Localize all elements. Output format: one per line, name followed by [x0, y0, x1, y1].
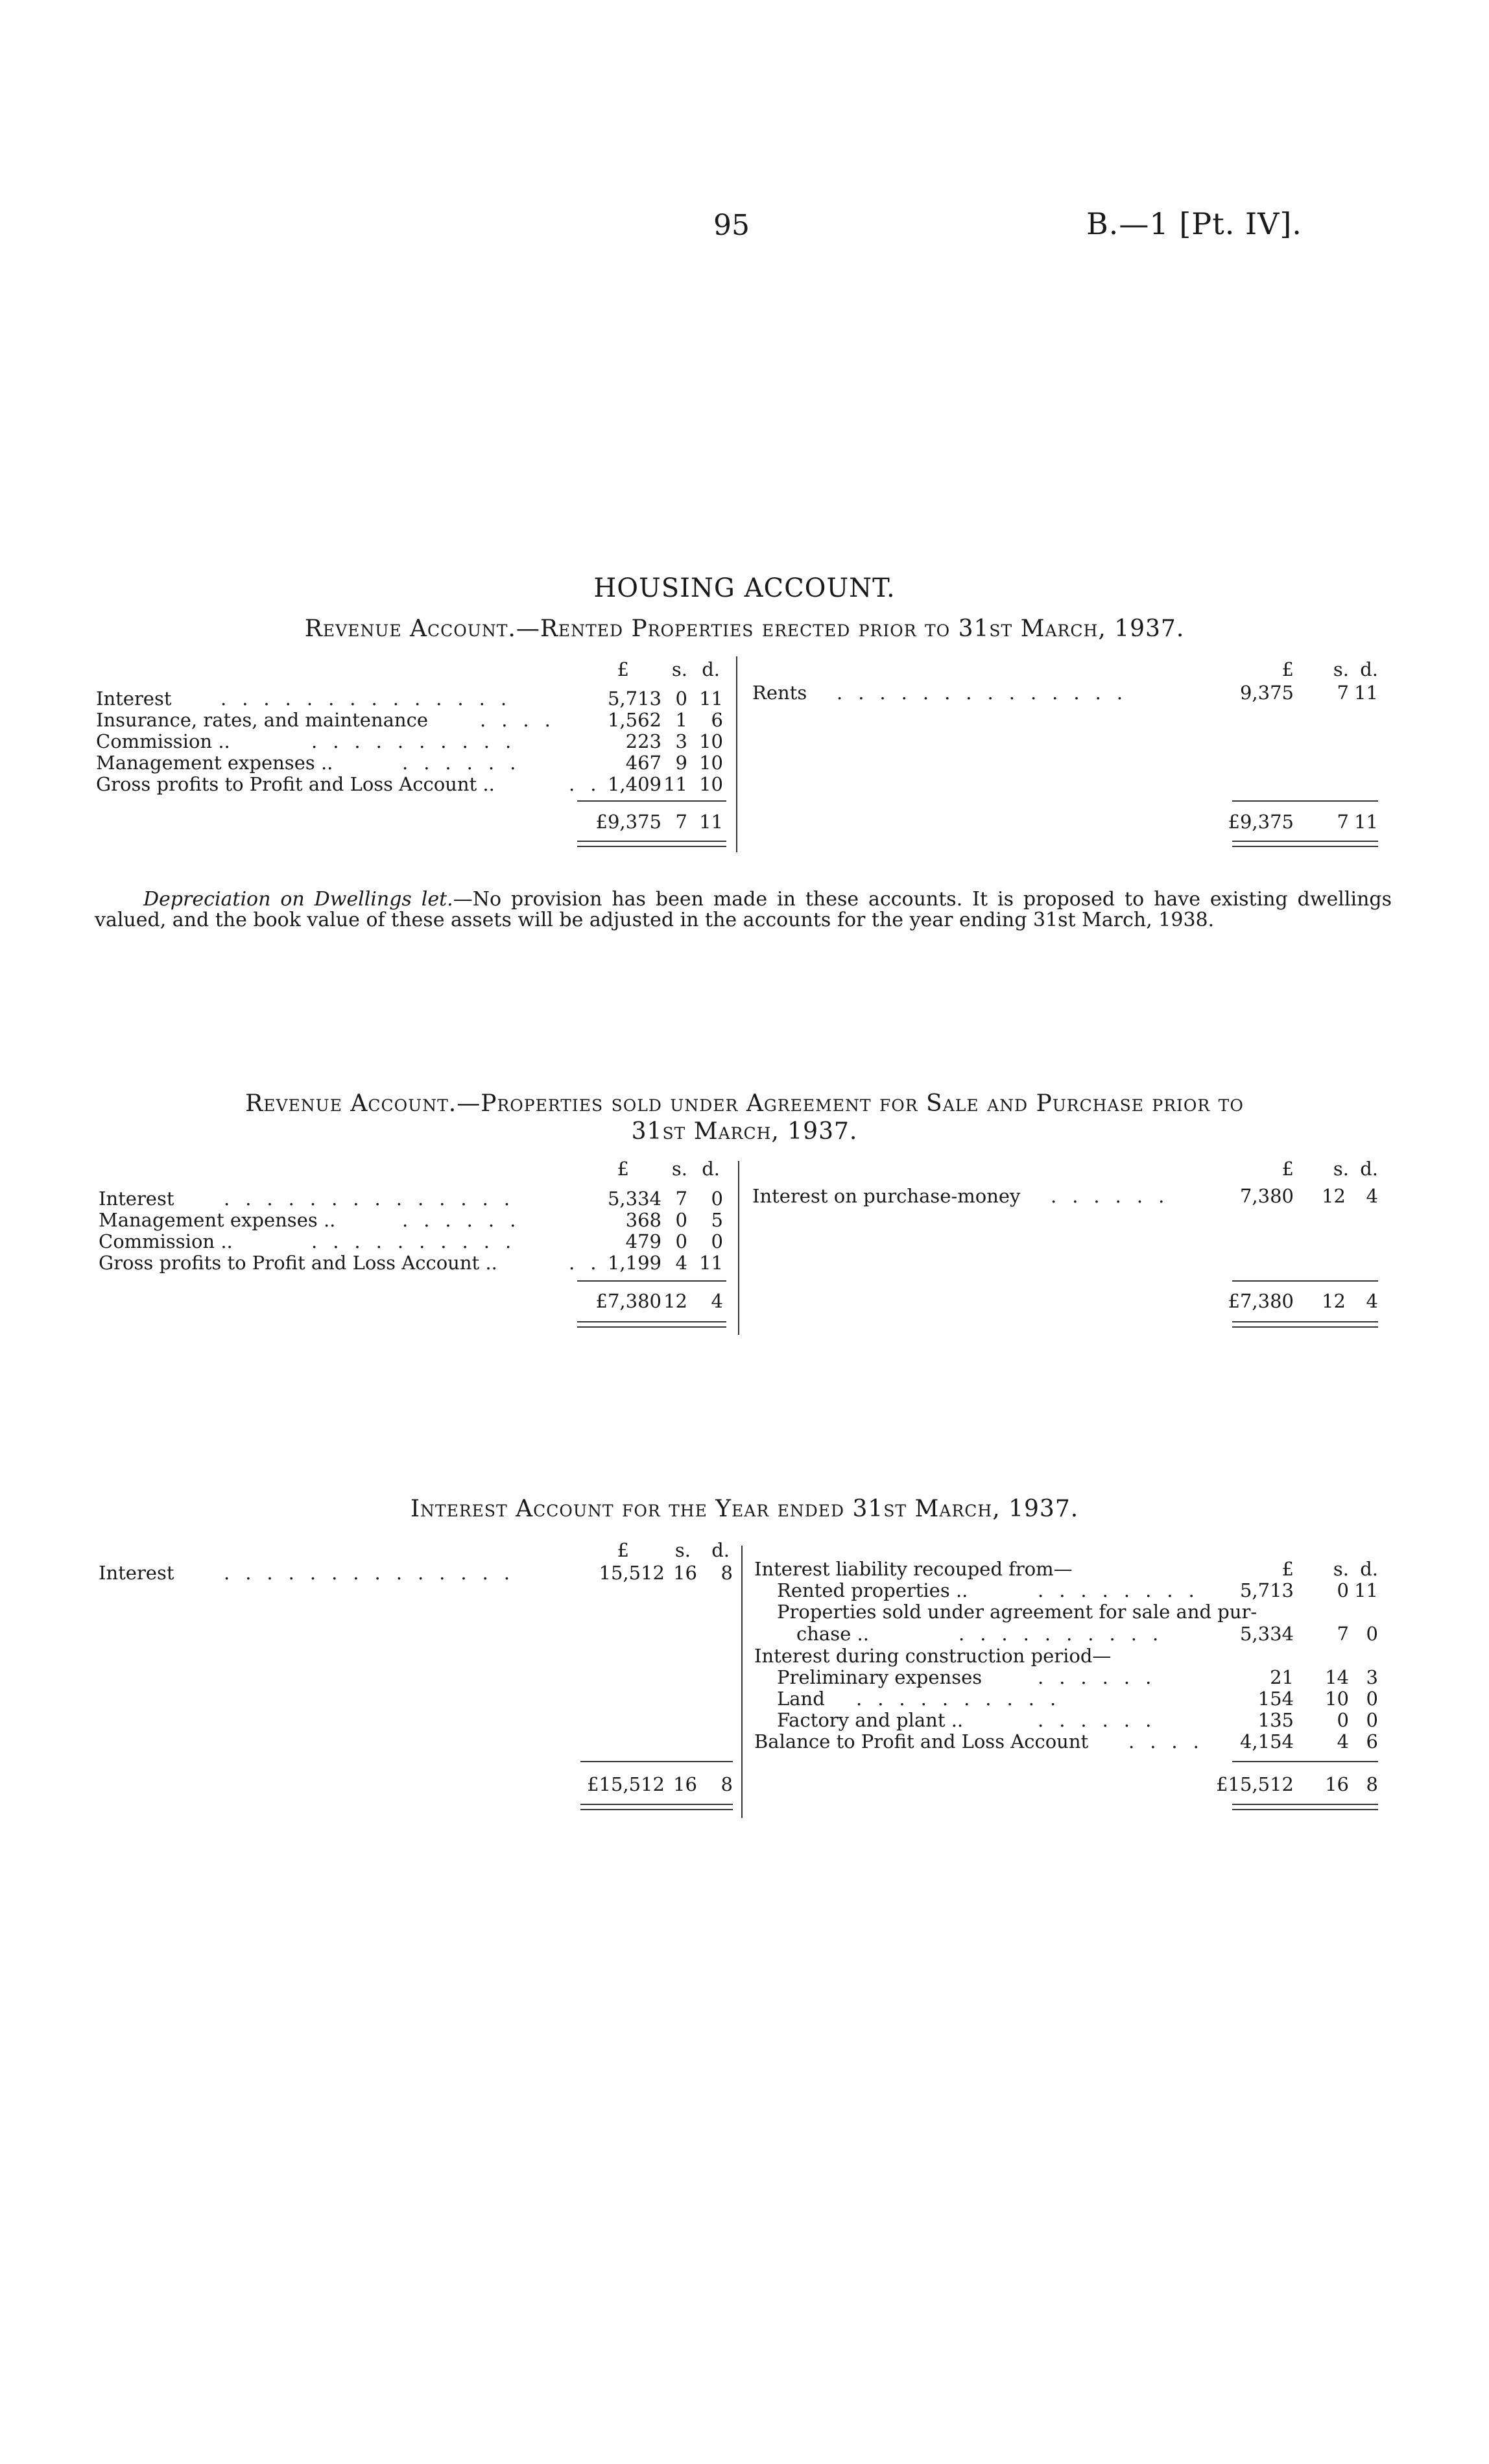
- s3-credit-pence-header: d.: [1360, 1558, 1378, 1580]
- s3-debit-subtotal-rule: [580, 1761, 733, 1762]
- s3-credit-total-shillings: 16: [1325, 1773, 1349, 1795]
- s3-credit-pounds-header: £: [1281, 1558, 1294, 1580]
- s1-debit-shillings: 1: [675, 709, 687, 731]
- s3-debit-total-shillings: 16: [673, 1773, 697, 1795]
- s1-debit-pounds: 1,409: [607, 773, 661, 795]
- s3-debit-pounds: 15,512: [599, 1562, 665, 1584]
- s1-debit-pounds: 467: [625, 752, 661, 774]
- s3-credit-dots: ........: [1038, 1579, 1210, 1601]
- section2-title-line1: Revenue Account.—Properties sold under Agreement for Sale and Purchase prior to: [245, 1090, 1244, 1117]
- s1-debit-dots: ..............: [220, 688, 523, 710]
- s1-credit-subtotal-rule: [1232, 800, 1378, 802]
- s2-debit-label: Commission ..: [99, 1230, 233, 1252]
- s2-credit-total-shillings: 12: [1322, 1290, 1346, 1312]
- s1-debit-label: Interest: [96, 688, 172, 710]
- s2-debit-pounds: 479: [625, 1230, 661, 1252]
- page-number: 95: [713, 209, 750, 242]
- s2-debit-label: Interest: [99, 1188, 174, 1210]
- s2-debit-pounds: 5,334: [607, 1188, 661, 1210]
- s1-credit-pounds-header: £: [1281, 658, 1294, 680]
- s2-debit-label: Gross profits to Profit and Loss Account ..: [99, 1252, 497, 1274]
- s1-credit-dots: ..............: [837, 682, 1139, 704]
- s3-credit-pence: 0: [1366, 1623, 1378, 1645]
- s3-credit-label: chase ..: [796, 1623, 869, 1645]
- s1-credit-shillings: 7: [1337, 682, 1349, 704]
- s3-credit-pence: 11: [1354, 1579, 1378, 1601]
- s1-debit-total-double-rule: [577, 841, 726, 847]
- s2-debit-pence: 5: [711, 1209, 723, 1231]
- s3-credit-label: Interest liability recouped from—: [754, 1558, 1073, 1580]
- s3-credit-shillings: 0: [1337, 1709, 1349, 1731]
- s3-debit-dots: ..............: [224, 1562, 526, 1584]
- s3-credit-pounds: 5,713: [1239, 1579, 1294, 1601]
- s3-debit-shillings-header: s.: [674, 1539, 691, 1561]
- s2-debit-dots: ..........: [311, 1230, 527, 1252]
- s1-debit-pence-header: d.: [702, 658, 720, 680]
- s1-debit-dots: ......: [402, 752, 532, 774]
- s1-debit-shillings: 0: [675, 688, 687, 710]
- s3-credit-shillings: 10: [1325, 1688, 1349, 1710]
- s3-credit-pounds: 21: [1270, 1666, 1294, 1688]
- s1-credit-total-shillings: 7: [1337, 811, 1349, 833]
- section1-title: Revenue Account.—Rented Properties erected prior to 31st March, 1937.: [304, 616, 1185, 642]
- s3-debit-total-pence: 8: [721, 1773, 733, 1795]
- s3-credit-label: Interest during construction period—: [754, 1645, 1112, 1667]
- s3-credit-label: Rented properties ..: [777, 1579, 968, 1601]
- s3-credit-pence: 6: [1366, 1730, 1378, 1752]
- s1-credit-pence: 11: [1354, 682, 1378, 704]
- s2-credit-subtotal-rule: [1232, 1280, 1378, 1282]
- s3-credit-shillings: 0: [1337, 1579, 1349, 1601]
- s1-debit-pence: 11: [699, 688, 723, 710]
- s2-debit-pounds: 1,199: [607, 1252, 661, 1274]
- depreciation-note-lead: Depreciation on Dwellings let.: [143, 888, 453, 911]
- s3-credit-pounds: 5,334: [1239, 1623, 1294, 1645]
- s2-debit-total-pounds: £7,380: [595, 1290, 661, 1312]
- s3-debit-label: Interest: [99, 1562, 174, 1584]
- s1-debit-subtotal-rule: [577, 800, 726, 802]
- s1-debit-pence: 6: [711, 709, 723, 731]
- s1-debit-shillings: 3: [675, 730, 687, 752]
- s2-divider: [738, 1161, 739, 1335]
- s1-credit-total-pounds: £9,375: [1228, 811, 1294, 833]
- s2-debit-shillings: 0: [675, 1230, 687, 1252]
- document-reference: B.—1 [Pt. IV].: [1086, 206, 1302, 241]
- s2-debit-subtotal-rule: [577, 1280, 726, 1282]
- s2-debit-pounds-header: £: [617, 1158, 629, 1180]
- s2-debit-pence: 11: [699, 1252, 723, 1274]
- s3-credit-dots: ..........: [856, 1688, 1072, 1710]
- s1-debit-shillings: 11: [663, 773, 687, 795]
- s1-debit-label: Gross profits to Profit and Loss Account ..: [96, 773, 495, 795]
- s3-credit-pence: 0: [1366, 1709, 1378, 1731]
- s1-credit-total-pence: 11: [1354, 811, 1378, 833]
- s1-debit-pounds: 5,713: [607, 688, 661, 710]
- s3-credit-total-pence: 8: [1366, 1773, 1378, 1795]
- s2-debit-pence-header: d.: [702, 1158, 720, 1180]
- s1-credit-total-double-rule: [1232, 841, 1378, 847]
- s3-debit-pence: 8: [721, 1562, 733, 1584]
- s2-credit-dots: ......: [1051, 1185, 1180, 1207]
- s1-debit-total-pence: 11: [699, 811, 723, 833]
- section2-title-line2: 31st March, 1937.: [631, 1118, 858, 1145]
- s2-credit-pence-header: d.: [1360, 1158, 1378, 1180]
- s2-credit-shillings-header: s.: [1333, 1158, 1349, 1180]
- s3-credit-dots: ....: [1128, 1730, 1215, 1752]
- s3-credit-subtotal-rule: [1232, 1761, 1378, 1762]
- s3-credit-shillings: 7: [1337, 1623, 1349, 1645]
- s3-credit-shillings-header: s.: [1333, 1558, 1349, 1580]
- s2-debit-shillings: 4: [675, 1252, 687, 1274]
- depreciation-note: [95, 889, 1392, 931]
- s1-debit-total-shillings: 7: [675, 811, 687, 833]
- s3-credit-pence: 0: [1366, 1688, 1378, 1710]
- s2-credit-pence: 4: [1366, 1185, 1378, 1207]
- s2-credit-total-double-rule: [1232, 1321, 1378, 1328]
- s1-debit-label: Management expenses ..: [96, 752, 333, 774]
- s1-debit-shillings-header: s.: [671, 658, 687, 680]
- s2-debit-dots: ..............: [224, 1188, 526, 1210]
- s1-debit-label: Insurance, rates, and maintenance: [96, 709, 429, 731]
- s3-credit-label: Land: [777, 1688, 825, 1710]
- s2-debit-shillings: 0: [675, 1209, 687, 1231]
- s3-credit-dots: ......: [1038, 1666, 1167, 1688]
- s3-debit-shillings: 16: [673, 1562, 697, 1584]
- s1-debit-dots: ....: [480, 709, 566, 731]
- s1-credit-shillings-header: s.: [1333, 658, 1349, 680]
- s3-credit-dots: ..........: [959, 1623, 1174, 1645]
- s2-credit-pounds-header: £: [1281, 1158, 1294, 1180]
- s3-credit-pounds: 154: [1257, 1688, 1294, 1710]
- s1-credit-pence-header: d.: [1360, 658, 1378, 680]
- s1-debit-pounds-header: £: [617, 658, 629, 680]
- s2-debit-pounds: 368: [625, 1209, 661, 1231]
- depreciation-note-text: —No provision has been made in these accounts. It is proposed to have existing dwellings valued, and the book value of these assets will be adjusted in the accounts for the year ending 31st March, 1938.: [95, 888, 1392, 931]
- s2-debit-pence: 0: [711, 1230, 723, 1252]
- s3-credit-pounds: 4,154: [1239, 1730, 1294, 1752]
- s1-debit-pence: 10: [699, 730, 723, 752]
- s3-credit-shillings: 4: [1337, 1730, 1349, 1752]
- s2-debit-shillings: 7: [675, 1188, 687, 1210]
- s2-debit-dots: ..: [569, 1252, 612, 1274]
- page-title: HOUSING ACCOUNT.: [593, 573, 896, 603]
- s3-credit-shillings: 14: [1325, 1666, 1349, 1688]
- s1-debit-pence: 10: [699, 773, 723, 795]
- s1-debit-pounds: 223: [625, 730, 661, 752]
- s1-debit-dots: ..........: [311, 730, 527, 752]
- s2-credit-total-pounds: £7,380: [1228, 1290, 1294, 1312]
- s2-debit-total-shillings: 12: [663, 1290, 687, 1312]
- s2-debit-dots: ......: [402, 1209, 532, 1231]
- s1-debit-total-pounds: £9,375: [595, 811, 661, 833]
- s1-credit-pounds: 9,375: [1239, 682, 1294, 704]
- s1-debit-shillings: 9: [675, 752, 687, 774]
- s3-credit-total-double-rule: [1232, 1804, 1378, 1810]
- s2-debit-shillings-header: s.: [671, 1158, 687, 1180]
- s3-credit-total-pounds: £15,512: [1216, 1773, 1294, 1795]
- s1-divider: [736, 656, 737, 852]
- s3-debit-total-double-rule: [580, 1804, 733, 1810]
- s3-credit-label: Preliminary expenses: [777, 1666, 983, 1688]
- s1-credit-label: Rents: [752, 682, 807, 704]
- s3-debit-total-pounds: £15,512: [587, 1773, 665, 1795]
- s1-debit-pounds: 1,562: [607, 709, 661, 731]
- s3-credit-pence: 3: [1366, 1666, 1378, 1688]
- s3-debit-pence-header: d.: [711, 1539, 730, 1561]
- section3-title: Interest Account for the Year ended 31st March, 1937.: [410, 1496, 1079, 1522]
- s3-divider: [741, 1546, 743, 1818]
- s2-credit-pounds: 7,380: [1239, 1185, 1294, 1207]
- s2-debit-total-pence: 4: [711, 1290, 723, 1312]
- s2-debit-total-double-rule: [577, 1321, 726, 1328]
- s3-credit-label: Factory and plant ..: [777, 1709, 964, 1731]
- s1-debit-dots: ..: [569, 773, 612, 795]
- s3-credit-pounds: 135: [1257, 1709, 1294, 1731]
- s3-credit-dots: ......: [1038, 1709, 1167, 1731]
- s3-debit-pounds-header: £: [617, 1539, 629, 1561]
- s2-debit-pence: 0: [711, 1188, 723, 1210]
- s2-credit-label: Interest on purchase-money: [752, 1185, 1021, 1207]
- s2-debit-label: Management expenses ..: [99, 1209, 336, 1231]
- s2-credit-total-pence: 4: [1366, 1290, 1378, 1312]
- s1-debit-pence: 10: [699, 752, 723, 774]
- s3-credit-label: Balance to Profit and Loss Account: [754, 1730, 1089, 1752]
- s3-credit-label: Properties sold under agreement for sale and pur-: [777, 1601, 1257, 1623]
- s1-debit-label: Commission ..: [96, 730, 230, 752]
- s2-credit-shillings: 12: [1322, 1185, 1346, 1207]
